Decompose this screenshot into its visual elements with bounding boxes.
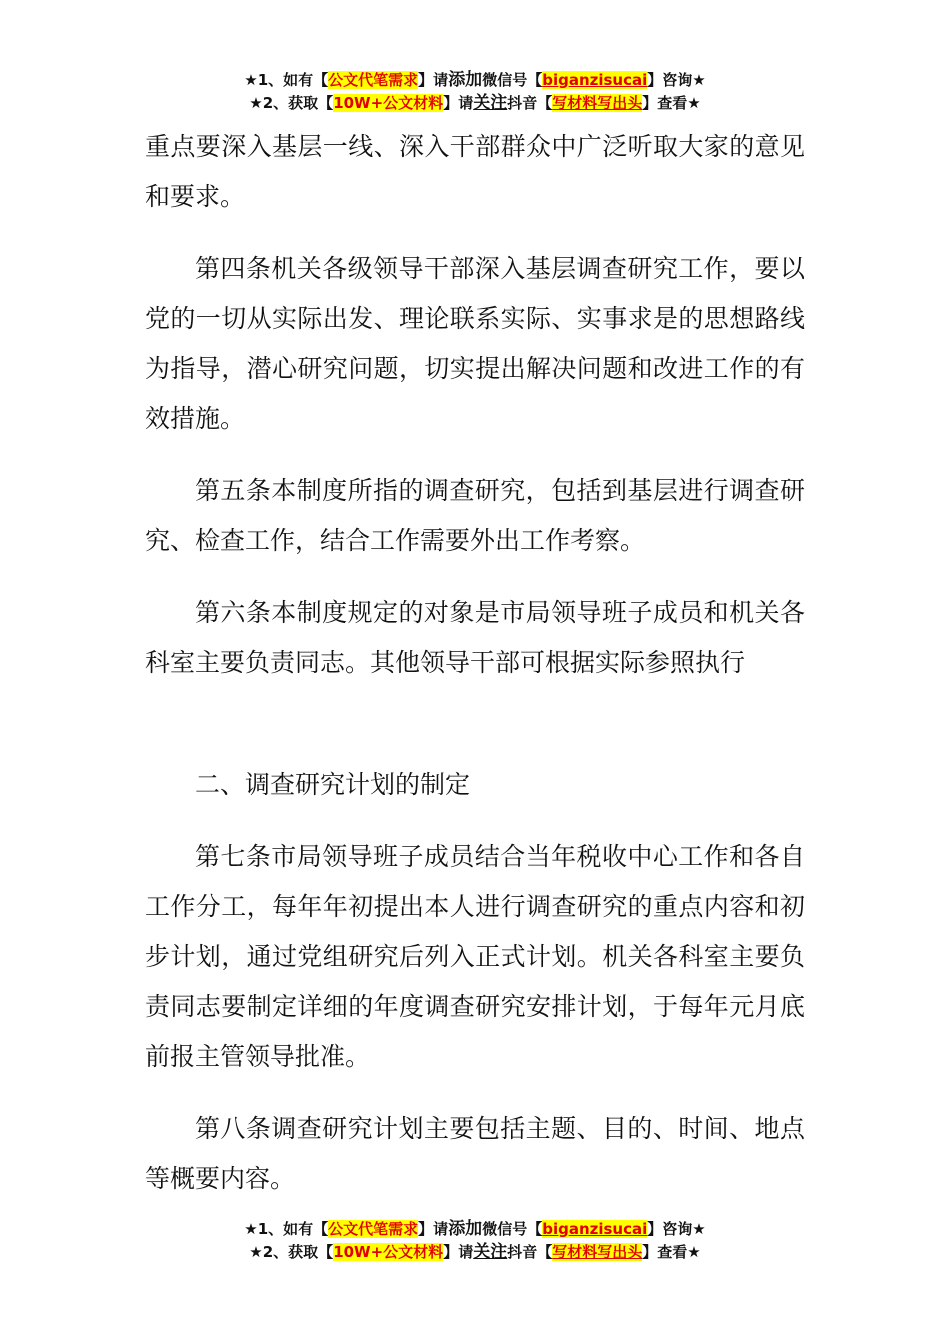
ad-wechat-id-link[interactable]: biganzisucai: [542, 1220, 648, 1238]
section-heading: 二、调查研究计划的制定: [195, 770, 471, 799]
article-4-paragraph: 第四条机关各级领导干部深入基层调查研究工作，要以党的一切从实际出发、理论联系实际、实事求是的思想路线为指导，潜心研究问题，切实提出解决问题和改进工作的有效措施。: [145, 254, 805, 433]
ad-ghostwriting-highlight: 公文代笔需求: [328, 71, 419, 89]
ad-line-2-prefix: ★2、获取【: [249, 94, 334, 112]
ad-douyin-account-link[interactable]: 写材料写出头: [552, 1243, 643, 1261]
article-6-paragraph: 第六条本制度规定的对象是市局领导班子成员和机关各科室主要负责同志。其他领导干部可根据实际参照执行: [145, 598, 805, 677]
ad-line-2-mid2: 抖音【: [507, 1243, 553, 1261]
ad-line-1-end: 】咨询★: [647, 1220, 706, 1238]
ad-line-2: [0, 1241, 950, 1264]
ad-line-2-emphasis: 关注: [473, 1242, 508, 1262]
ad-line-1-mid: 】请: [418, 71, 449, 89]
ad-line-1-prefix: ★1、如有【: [244, 1220, 329, 1238]
paragraph-continued: 重点要深入基层一线、深入干部群众中广泛听取大家的意见和要求。: [145, 132, 805, 211]
footer-ad-banner: [0, 1218, 950, 1264]
ad-line-1-end: 】咨询★: [647, 71, 706, 89]
ad-line-1-emphasis: 添加: [448, 1219, 483, 1239]
article-7-paragraph: 第七条市局领导班子成员结合当年税收中心工作和各自工作分工，每年年初提出本人进行调查研究的重点内容和初步计划，通过党组研究后列入正式计划。机关各科室主要负责同志要制定详细的年度调查研究安排计划，于每年元月底前报主管领导批准。: [145, 842, 805, 1071]
ad-line-1-mid2: 微信号【: [482, 71, 543, 89]
ad-line-1: [0, 69, 950, 92]
ad-line-1-mid2: 微信号【: [482, 1220, 543, 1238]
article-5-paragraph: 第五条本制度所指的调查研究，包括到基层进行调查研究、检查工作，结合工作需要外出工作考察。: [145, 476, 805, 555]
ad-line-1: [0, 1218, 950, 1241]
ad-materials-highlight: 10W+公文材料: [333, 1243, 444, 1261]
ad-line-2-emphasis: 关注: [473, 93, 508, 113]
ad-line-1-mid: 】请: [418, 1220, 449, 1238]
ad-ghostwriting-highlight: 公文代笔需求: [328, 1220, 419, 1238]
ad-line-2: [0, 92, 950, 115]
ad-line-2-mid: 】请: [443, 1243, 474, 1261]
ad-line-2-mid: 】请: [443, 94, 474, 112]
ad-line-2-mid2: 抖音【: [507, 94, 553, 112]
ad-line-1-prefix: ★1、如有【: [244, 71, 329, 89]
ad-line-2-prefix: ★2、获取【: [249, 1243, 334, 1261]
ad-materials-highlight: 10W+公文材料: [333, 94, 444, 112]
article-8-paragraph: 第八条调查研究计划主要包括主题、目的、时间、地点等概要内容。: [145, 1114, 805, 1193]
ad-line-2-end: 】查看★: [642, 1243, 701, 1261]
document-body: [145, 122, 805, 1204]
ad-wechat-id-link[interactable]: biganzisucai: [542, 71, 648, 89]
ad-douyin-account-link[interactable]: 写材料写出头: [552, 94, 643, 112]
header-ad-banner: [0, 69, 950, 115]
ad-line-2-end: 】查看★: [642, 94, 701, 112]
ad-line-1-emphasis: 添加: [448, 70, 483, 90]
